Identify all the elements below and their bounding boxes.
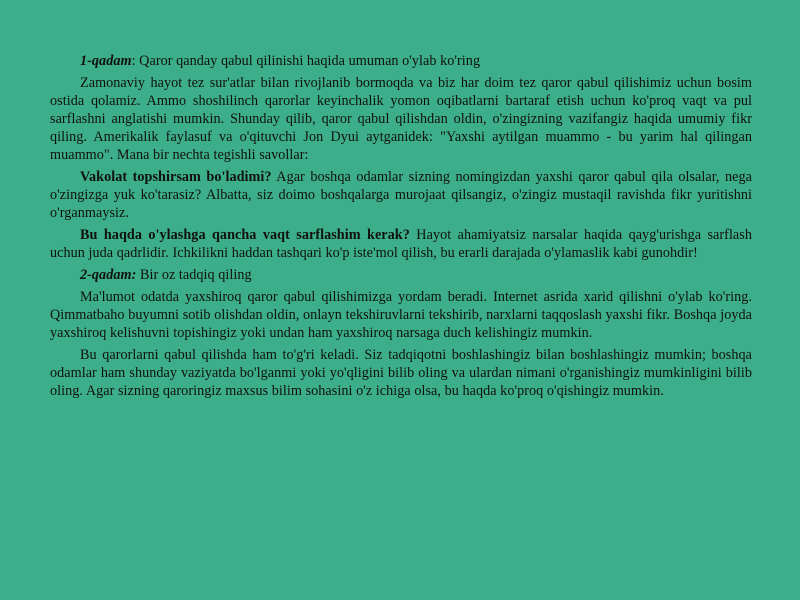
question-time: [50, 226, 752, 262]
paragraph-intro: Zamonaviy hayot tez sur'atlar bilan rivojlanib bormoqda va biz har doim tez qaror qabul qilishimiz uchun bosim ostida qolamiz. Ammo shoshilinch qarorlar keyinchalik yomon oqibatlarni bartaraf etish uchun ko'proq vaqt va pul sarflashni anglatishi mumkin. Shunday qilib, qaror qabul qilishdan oldin, o'zingizning vazifangiz haqida umumiy fikr qiling. Amerikalik faylasuf va o'qituvchi Jon Dyui aytganidek: "Yaxshi aytilgan muammo - bu yarim hal qilingan muammo". Mana bir nechta tegishli savollar:: [50, 75, 752, 163]
step2-label: 2-qadam:: [80, 267, 137, 283]
step1-title: : Qaror qanday qabul qilinishi haqida umuman o'ylab ko'ring: [131, 53, 481, 69]
question-delegation-label: Vakolat topshirsam bo'ladimi?: [80, 169, 272, 185]
step2-heading: [50, 266, 752, 284]
question-time-text: Hayot ahamiyatsiz narsalar haqida qayg'urishga sarflash uchun juda qadrlidir. Ichkilikni haddan tashqari ko'p iste'mol qilish, bu erarli darajada o'ylamaslik kabi gunohdir!: [50, 227, 752, 261]
paragraph-research: Ma'lumot odatda yaxshiroq qaror qabul qilishimizga yordam beradi. Internet asrida xarid qilishni o'ylab ko'ring. Qimmatbaho buyumni sotib olishdan oldin, onlayn tekshiruvlarni tekshirib, narxlarni taqqoslash yaxshi fikr. Boshqa joyda yaxshiroq kelishuvni topishingiz yoki undan ham yaxshiroq narsaga duch kelishingiz mumkin.: [50, 289, 752, 341]
paragraph-decisions: Bu qarorlarni qabul qilishda ham to'g'ri keladi. Siz tadqiqotni boshlashingiz bilan boshlashingiz mumkin; boshqa odamlar ham shunday vaziyatda bo'lganmi yoki yo'qligini bilib oling va ulardan nimani o'rganishingiz mumkinligini bilib oling. Agar sizning qaroringiz maxsus bilim sohasini o'z ichiga olsa, bu haqda ko'proq o'qishingiz mumkin.: [50, 347, 752, 399]
document-page: [50, 52, 752, 404]
question-delegation-text: Agar boshqa odamlar sizning nomingizdan yaxshi qaror qabul qila olsalar, nega o'zingizga yuk ko'tarasiz? Albatta, siz doimo boshqalarga murojaat qilsangiz, o'zingiz mustaqil ravishda fikr yuritishni o'rganmaysiz.: [50, 169, 752, 221]
step2-title: Bir oz tadqiq qiling: [136, 267, 252, 283]
step1-heading: [50, 52, 752, 70]
question-time-label: Bu haqda o'ylashga qancha vaqt sarflashim kerak?: [80, 227, 410, 243]
step1-label: 1-qadam: [80, 53, 132, 69]
question-delegation: [50, 168, 752, 222]
